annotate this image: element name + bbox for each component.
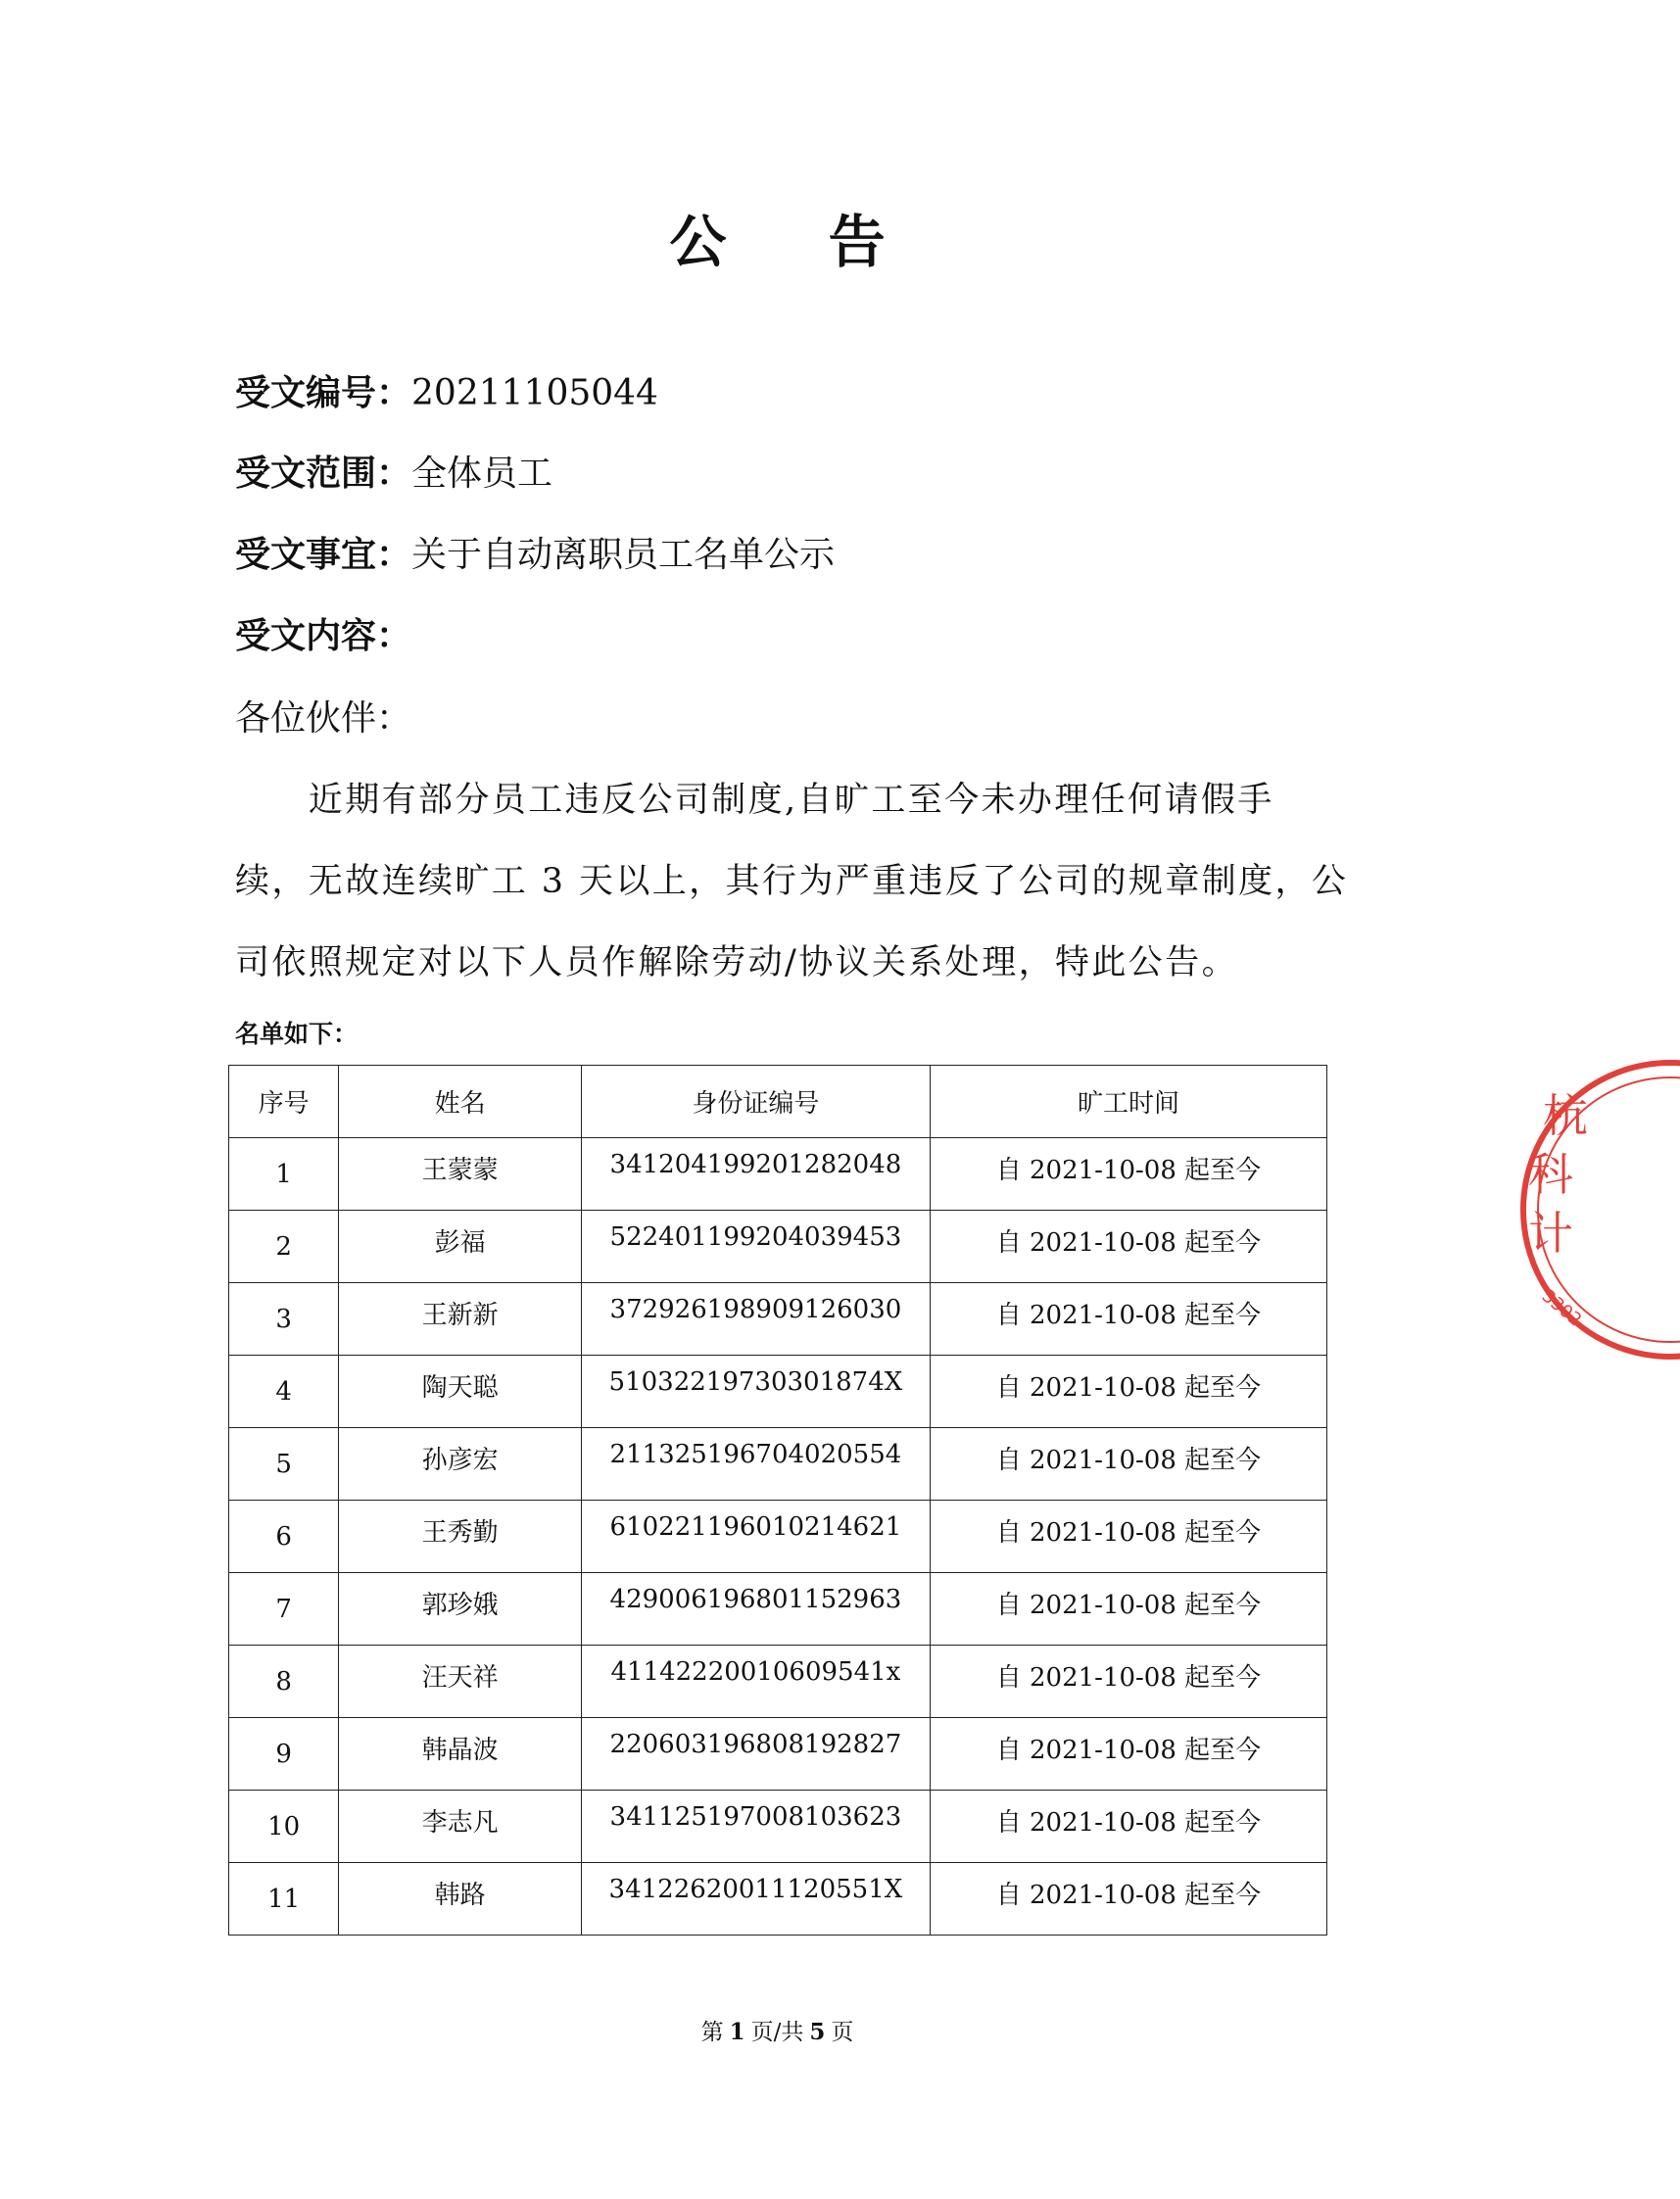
cell-name: 郭珍娥 [339, 1573, 582, 1646]
page-footer [0, 2014, 1555, 2046]
cell-absence-time: 自 2021-10-08 起至今 [930, 1211, 1326, 1283]
body-line: 近期有部分员工违反公司制度,自旷工至今未办理任何请假手 [235, 781, 1274, 820]
field-doc-number [235, 372, 658, 415]
table-row [229, 1863, 1327, 1936]
header-id-number: 身份证编号 [581, 1066, 930, 1138]
cell-absence-time: 自 2021-10-08 起至今 [930, 1791, 1326, 1863]
cell-id-number: 341204199201282048 [581, 1138, 930, 1211]
cell-id-number: 211325196704020554 [581, 1428, 930, 1501]
header-index: 序号 [229, 1066, 339, 1138]
cell-name: 王秀勤 [339, 1501, 582, 1573]
page-title: 公 告 [669, 209, 927, 275]
cell-absence-time: 自 2021-10-08 起至今 [930, 1138, 1326, 1211]
table-row [229, 1356, 1327, 1428]
table-body [229, 1138, 1327, 1936]
field-label: 受文事宜： [235, 535, 412, 575]
cell-id-number: 372926198909126030 [581, 1283, 930, 1356]
header-name: 姓名 [339, 1066, 582, 1138]
cell-absence-time: 自 2021-10-08 起至今 [930, 1718, 1326, 1791]
field-subject [235, 534, 835, 577]
cell-index: 6 [229, 1501, 339, 1573]
field-label: 受文内容： [235, 616, 412, 656]
cell-absence-time: 自 2021-10-08 起至今 [930, 1428, 1326, 1501]
cell-name: 王蒙蒙 [339, 1138, 582, 1211]
footer-suffix: 页 [831, 2020, 854, 2045]
cell-name: 韩路 [339, 1863, 582, 1936]
cell-index: 5 [229, 1428, 339, 1501]
company-seal [1484, 1063, 1680, 1357]
table-row [229, 1211, 1327, 1283]
table-row [229, 1718, 1327, 1791]
salutation: 各位伙伴： [235, 698, 412, 739]
cell-name: 韩晶波 [339, 1718, 582, 1791]
footer-total: 5 [809, 2019, 826, 2045]
body-line: 司依照规定对以下人员作解除劳动/协议关系处理，特此公告。 [235, 943, 1238, 982]
seal-code: 3302 [1537, 1285, 1586, 1331]
cell-index: 2 [229, 1211, 339, 1283]
cell-absence-time: 自 2021-10-08 起至今 [930, 1863, 1326, 1936]
footer-page: 1 [729, 2019, 745, 2045]
cell-absence-time: 自 2021-10-08 起至今 [930, 1356, 1326, 1428]
cell-id-number: 610221196010214621 [581, 1501, 930, 1573]
cell-index: 3 [229, 1283, 339, 1356]
field-label: 受文范围： [235, 454, 412, 494]
cell-absence-time: 自 2021-10-08 起至今 [930, 1501, 1326, 1573]
field-scope [235, 453, 552, 496]
field-value: 全体员工 [411, 454, 553, 494]
cell-id-number: 429006196801152963 [581, 1573, 930, 1646]
cell-absence-time: 自 2021-10-08 起至今 [930, 1646, 1326, 1718]
seal-char: 杭 [1543, 1089, 1588, 1142]
field-label: 受文编号： [235, 373, 412, 413]
cell-name: 王新新 [339, 1283, 582, 1356]
table-row [229, 1791, 1327, 1863]
cell-absence-time: 自 2021-10-08 起至今 [930, 1573, 1326, 1646]
table-row [229, 1428, 1327, 1501]
cell-id-number: 522401199204039453 [581, 1211, 930, 1283]
cell-index: 9 [229, 1718, 339, 1791]
cell-name: 李志凡 [339, 1791, 582, 1863]
cell-index: 8 [229, 1646, 339, 1718]
seal-char: 科 [1528, 1148, 1573, 1201]
cell-name: 陶天聪 [339, 1356, 582, 1428]
cell-id-number: 51032219730301874X [581, 1356, 930, 1428]
cell-index: 11 [229, 1863, 339, 1936]
footer-prefix: 第 [700, 2020, 724, 2045]
cell-name: 孙彦宏 [339, 1428, 582, 1501]
field-content [235, 615, 411, 658]
seal-char: 计 [1528, 1207, 1573, 1260]
footer-mid: 页/共 [750, 2020, 804, 2045]
list-heading: 名单如下： [235, 1020, 359, 1048]
cell-id-number: 34122620011120551X [581, 1863, 930, 1936]
cell-index: 7 [229, 1573, 339, 1646]
table-row [229, 1283, 1327, 1356]
cell-absence-time: 自 2021-10-08 起至今 [930, 1283, 1326, 1356]
cell-name: 汪天祥 [339, 1646, 582, 1718]
body-line: 续，无故连续旷工 3 天以上，其行为严重违反了公司的规章制度，公 [235, 862, 1349, 901]
cell-index: 10 [229, 1791, 339, 1863]
field-value: 关于自动离职员工名单公示 [411, 535, 836, 575]
header-absence-time: 旷工时间 [930, 1066, 1326, 1138]
cell-id-number: 341125197008103623 [581, 1791, 930, 1863]
table-row [229, 1501, 1327, 1573]
employee-table [228, 1065, 1327, 1936]
cell-id-number: 220603196808192827 [581, 1718, 930, 1791]
cell-index: 4 [229, 1356, 339, 1428]
cell-name: 彭福 [339, 1211, 582, 1283]
cell-index: 1 [229, 1138, 339, 1211]
cell-id-number: 41142220010609541x [581, 1646, 930, 1718]
field-value: 20211105044 [411, 373, 658, 413]
table-row [229, 1646, 1327, 1718]
table-row [229, 1573, 1327, 1646]
table-header-row [229, 1066, 1327, 1138]
table-row [229, 1138, 1327, 1211]
